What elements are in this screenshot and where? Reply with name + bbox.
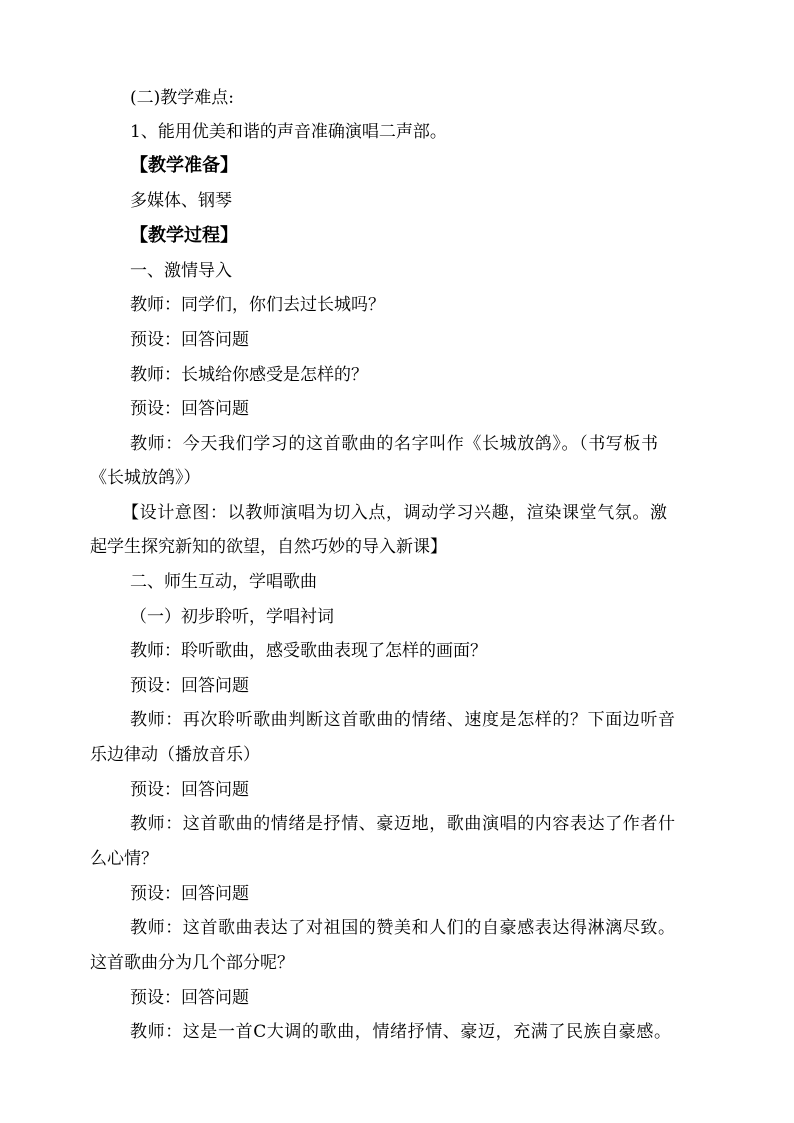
- dialogue-line: 教师：聆听歌曲，感受歌曲表现了怎样的画面？: [130, 641, 487, 661]
- dialogue-line-continuation: 这首歌曲分为几个部分呢？: [90, 953, 294, 973]
- dialogue-line: 预设：回答问题: [130, 988, 249, 1008]
- dialogue-line: 预设：回答问题: [130, 330, 249, 350]
- dialogue-line: 教师：长城给你感受是怎样的？: [130, 365, 368, 385]
- design-intent-note: 【设计意图：以教师演唱为切入点，调动学习兴趣，渲染课堂气氛。激: [122, 503, 668, 523]
- dialogue-line: 教师：这首歌曲表达了对祖国的赞美和人们的自豪感表达得淋漓尽致。: [130, 918, 676, 938]
- subheading-teaching-difficulty: (二)教学难点:: [130, 88, 234, 108]
- dialogue-line: 教师：同学们，你们去过长城吗？: [130, 295, 385, 315]
- paragraph-difficulty-item: 1、能用优美和谐的声音准确演唱二声部。: [130, 122, 447, 142]
- heading-teaching-process: 【教学过程】: [130, 225, 238, 246]
- section-heading-interaction: 二、师生互动，学唱歌曲: [130, 572, 317, 592]
- dialogue-line: 预设：回答问题: [130, 884, 249, 904]
- dialogue-line: 教师：这首歌曲的情绪是抒情、豪迈地，歌曲演唱的内容表达了作者什: [130, 814, 676, 834]
- dialogue-line: 教师：今天我们学习的这首歌曲的名字叫作《长城放鸽》。（书写板书: [130, 434, 659, 454]
- dialogue-line: 预设：回答问题: [130, 399, 249, 419]
- dialogue-line-continuation: 《长城放鸽》）: [90, 468, 201, 488]
- dialogue-line-continuation: 么心情？: [90, 849, 158, 869]
- subsection-heading: （一）初步聆听，学唱衬词: [130, 607, 334, 627]
- design-intent-note-continuation: 起学生探究新知的欲望，自然巧妙的导入新课】: [90, 537, 447, 557]
- paragraph-preparation: 多媒体、钢琴: [130, 191, 232, 211]
- heading-teaching-preparation: 【教学准备】: [130, 155, 238, 176]
- dialogue-line: 预设：回答问题: [130, 780, 249, 800]
- dialogue-line: 教师：再次聆听歌曲判断这首歌曲的情绪、速度是怎样的？下面边听音: [130, 710, 676, 730]
- dialogue-line-continuation: 乐边律动（播放音乐）: [90, 745, 260, 765]
- section-heading-intro: 一、激情导入: [130, 261, 232, 281]
- dialogue-line: 预设：回答问题: [130, 676, 249, 696]
- dialogue-line: 教师：这是一首C大调的歌曲，情绪抒情、豪迈，充满了民族自豪感。: [130, 1022, 672, 1042]
